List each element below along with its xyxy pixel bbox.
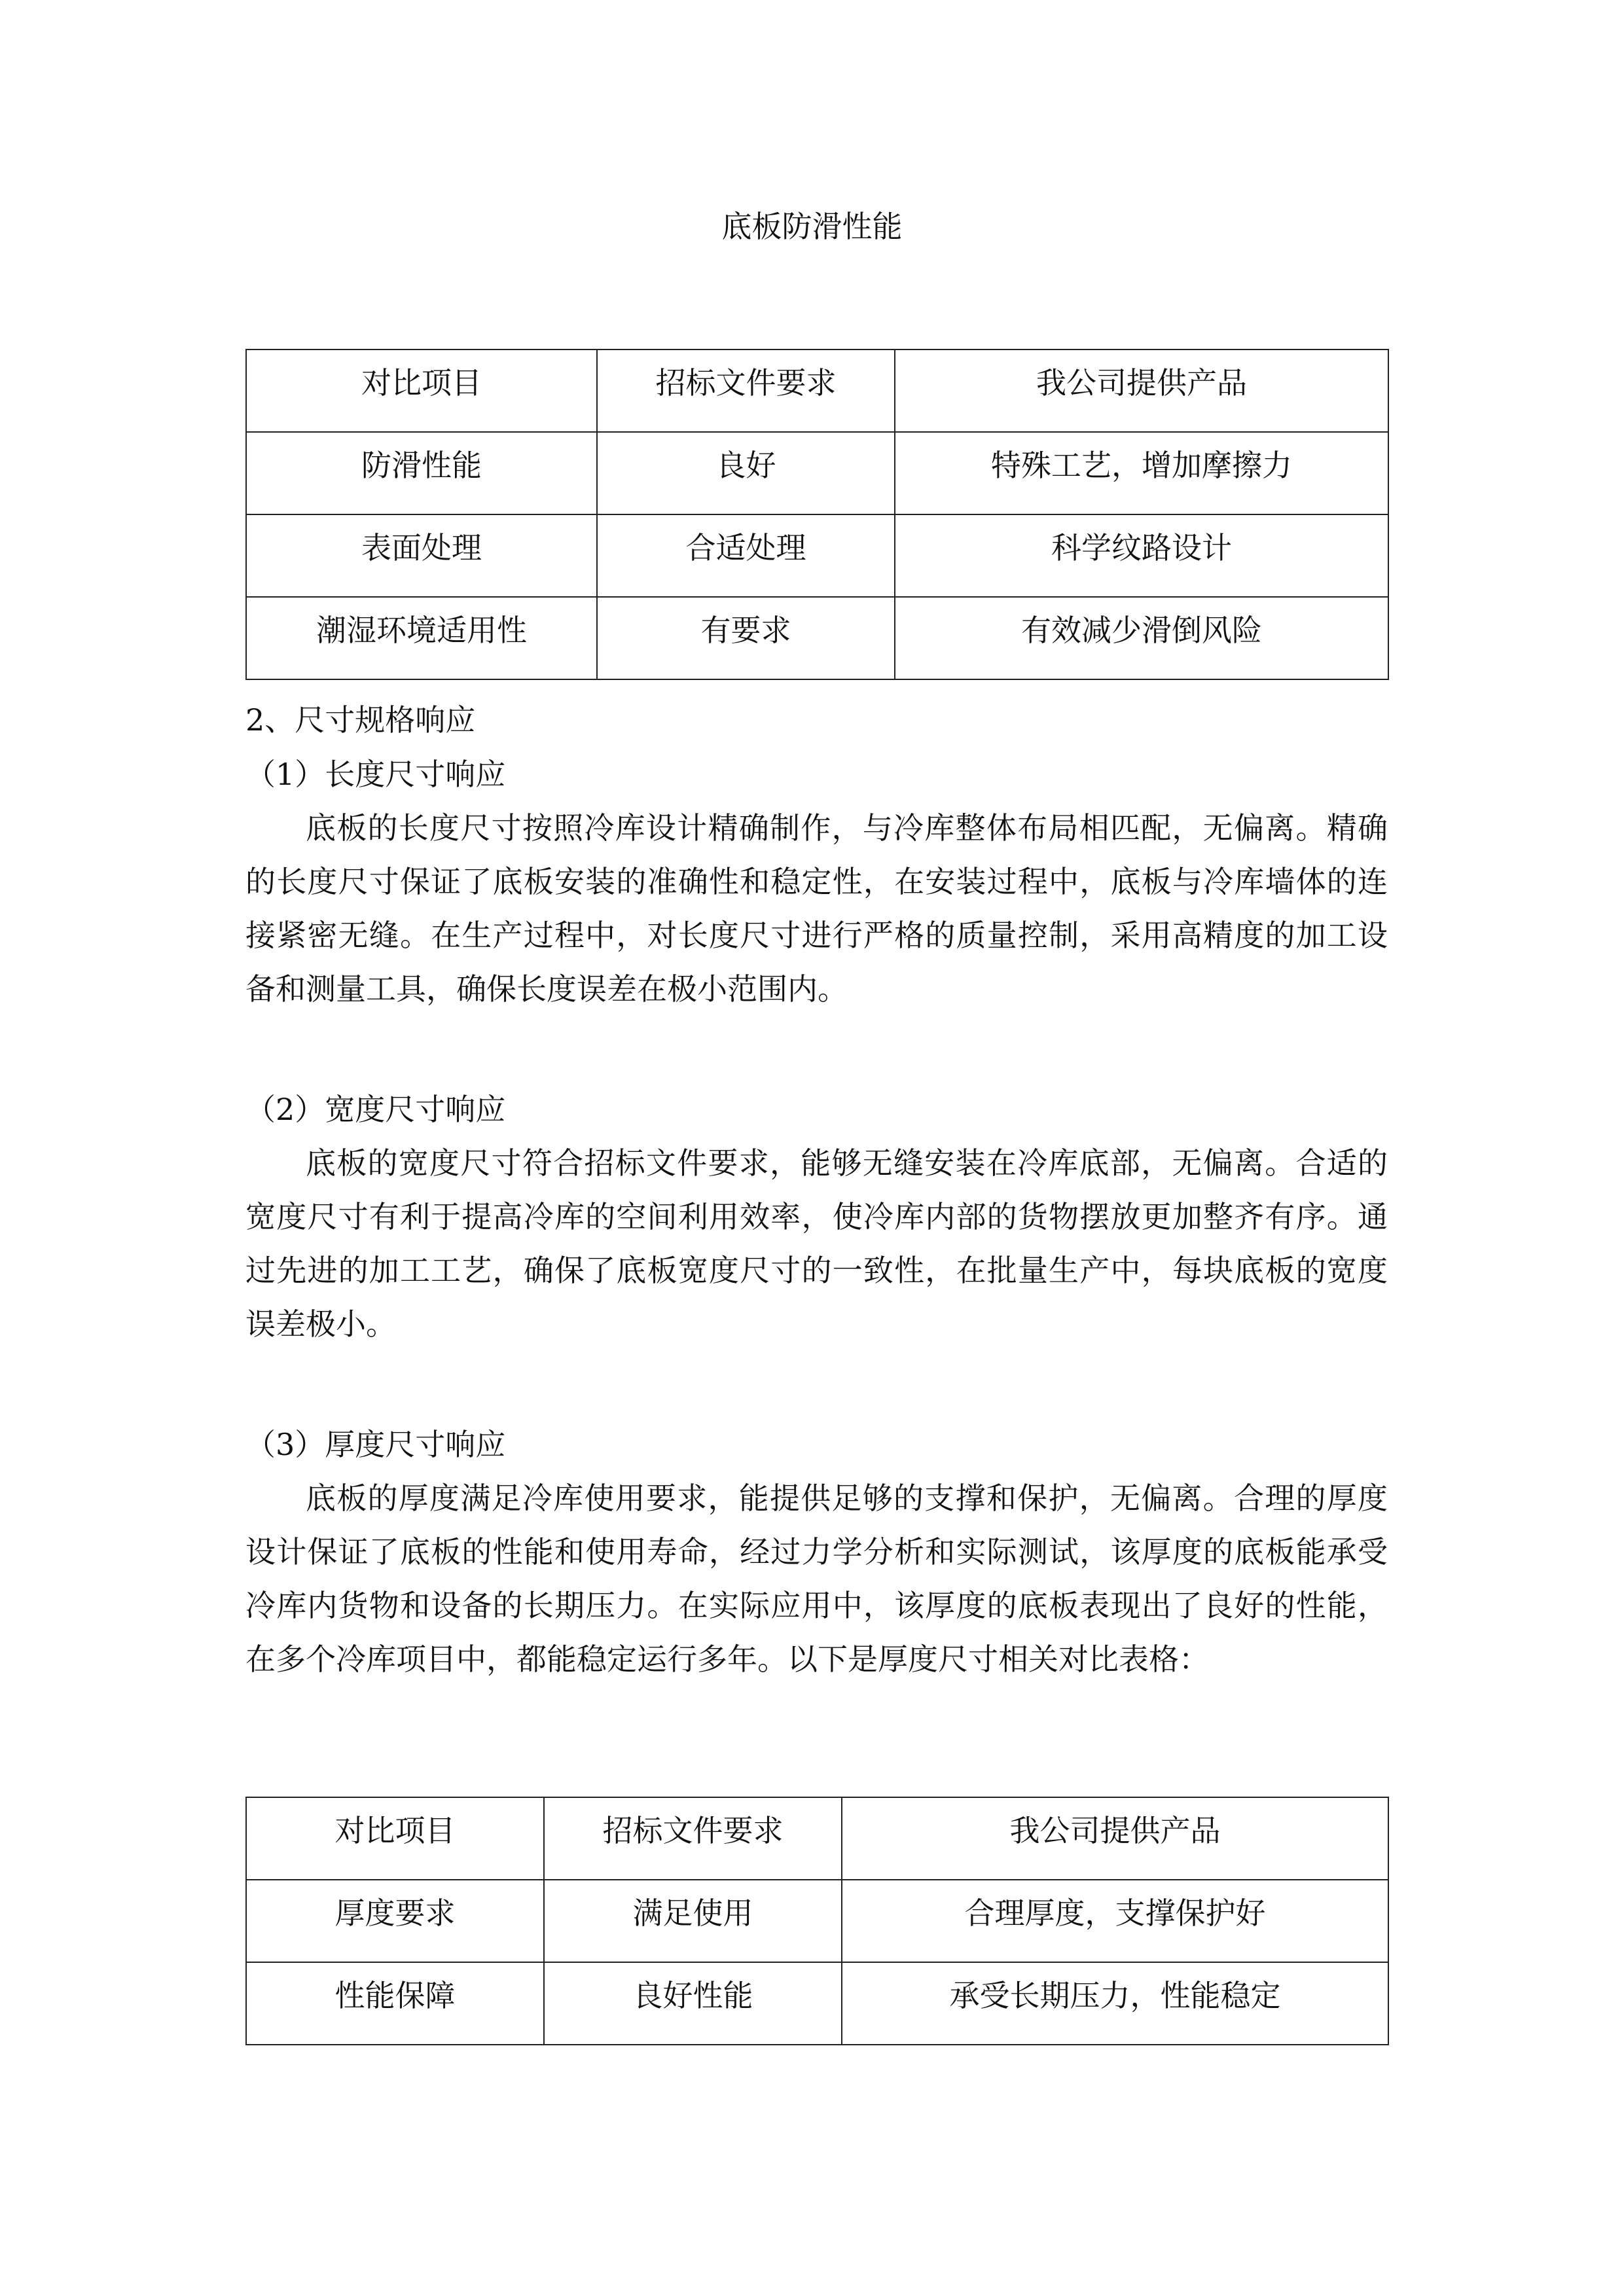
table1-title: 底板防滑性能 xyxy=(721,209,903,244)
table-row xyxy=(246,514,1388,597)
table-cell: 合适处理 xyxy=(597,514,895,597)
header-item: 对比项目 xyxy=(246,1797,544,1880)
table-row xyxy=(246,1880,1388,1962)
header-requirement: 招标文件要求 xyxy=(597,350,895,432)
table-cell: 有效减少滑倒风险 xyxy=(895,597,1388,679)
table-cell: 承受长期压力，性能稳定 xyxy=(842,1962,1388,2045)
table-row xyxy=(246,432,1388,514)
table-cell: 有要求 xyxy=(597,597,895,679)
table-header-row xyxy=(246,1797,1388,1880)
table-cell: 性能保障 xyxy=(246,1962,544,2045)
table-cell: 表面处理 xyxy=(246,514,597,597)
thickness-paragraph: 底板的厚度满足冷库使用要求，能提供足够的支撑和保护，无偏离。合理的厚度设计保证了底板的性能和使用寿命，经过力学分析和实际测试，该厚度的底板能承受冷库内货物和设备的长期压力。在实际应用中，该厚度的底板表现出了良好的性能，在多个冷库项目中，都能稳定运行多年。以下是厚度尺寸相关对比表格： xyxy=(245,1480,1388,1677)
header-item: 对比项目 xyxy=(246,350,597,432)
table-header-row xyxy=(246,350,1388,432)
thickness-heading: （3）厚度尺寸响应 xyxy=(245,1427,506,1462)
table-cell: 厚度要求 xyxy=(246,1880,544,1962)
section-heading: 2、尺寸规格响应 xyxy=(245,702,476,738)
length-heading: （1）长度尺寸响应 xyxy=(245,757,506,792)
header-requirement: 招标文件要求 xyxy=(544,1797,842,1880)
table-cell: 良好 xyxy=(597,432,895,514)
table-cell: 合理厚度，支撑保护好 xyxy=(842,1880,1388,1962)
table-cell: 良好性能 xyxy=(544,1962,842,2045)
table-cell: 特殊工艺，增加摩擦力 xyxy=(895,432,1388,514)
table-row xyxy=(246,597,1388,679)
header-product: 我公司提供产品 xyxy=(842,1797,1388,1880)
width-heading: （2）宽度尺寸响应 xyxy=(245,1092,506,1127)
table-cell: 满足使用 xyxy=(544,1880,842,1962)
table-cell: 科学纹路设计 xyxy=(895,514,1388,597)
thickness-comparison-table xyxy=(245,1797,1389,2045)
header-product: 我公司提供产品 xyxy=(895,350,1388,432)
table-cell: 潮湿环境适用性 xyxy=(246,597,597,679)
width-paragraph: 底板的宽度尺寸符合招标文件要求，能够无缝安装在冷库底部，无偏离。合适的宽度尺寸有利于提高冷库的空间利用效率，使冷库内部的货物摆放更加整齐有序。通过先进的加工工艺，确保了底板宽度尺寸的一致性，在批量生产中，每块底板的宽度误差极小。 xyxy=(245,1145,1388,1342)
length-paragraph: 底板的长度尺寸按照冷库设计精确制作，与冷库整体布局相匹配，无偏离。精确的长度尺寸保证了底板安装的准确性和稳定性，在安装过程中，底板与冷库墙体的连接紧密无缝。在生产过程中，对长度尺寸进行严格的质量控制，采用高精度的加工设备和测量工具，确保长度误差在极小范围内。 xyxy=(245,810,1388,1007)
anti-slip-comparison-table xyxy=(245,349,1389,680)
table-cell: 防滑性能 xyxy=(246,432,597,514)
table-row xyxy=(246,1962,1388,2045)
